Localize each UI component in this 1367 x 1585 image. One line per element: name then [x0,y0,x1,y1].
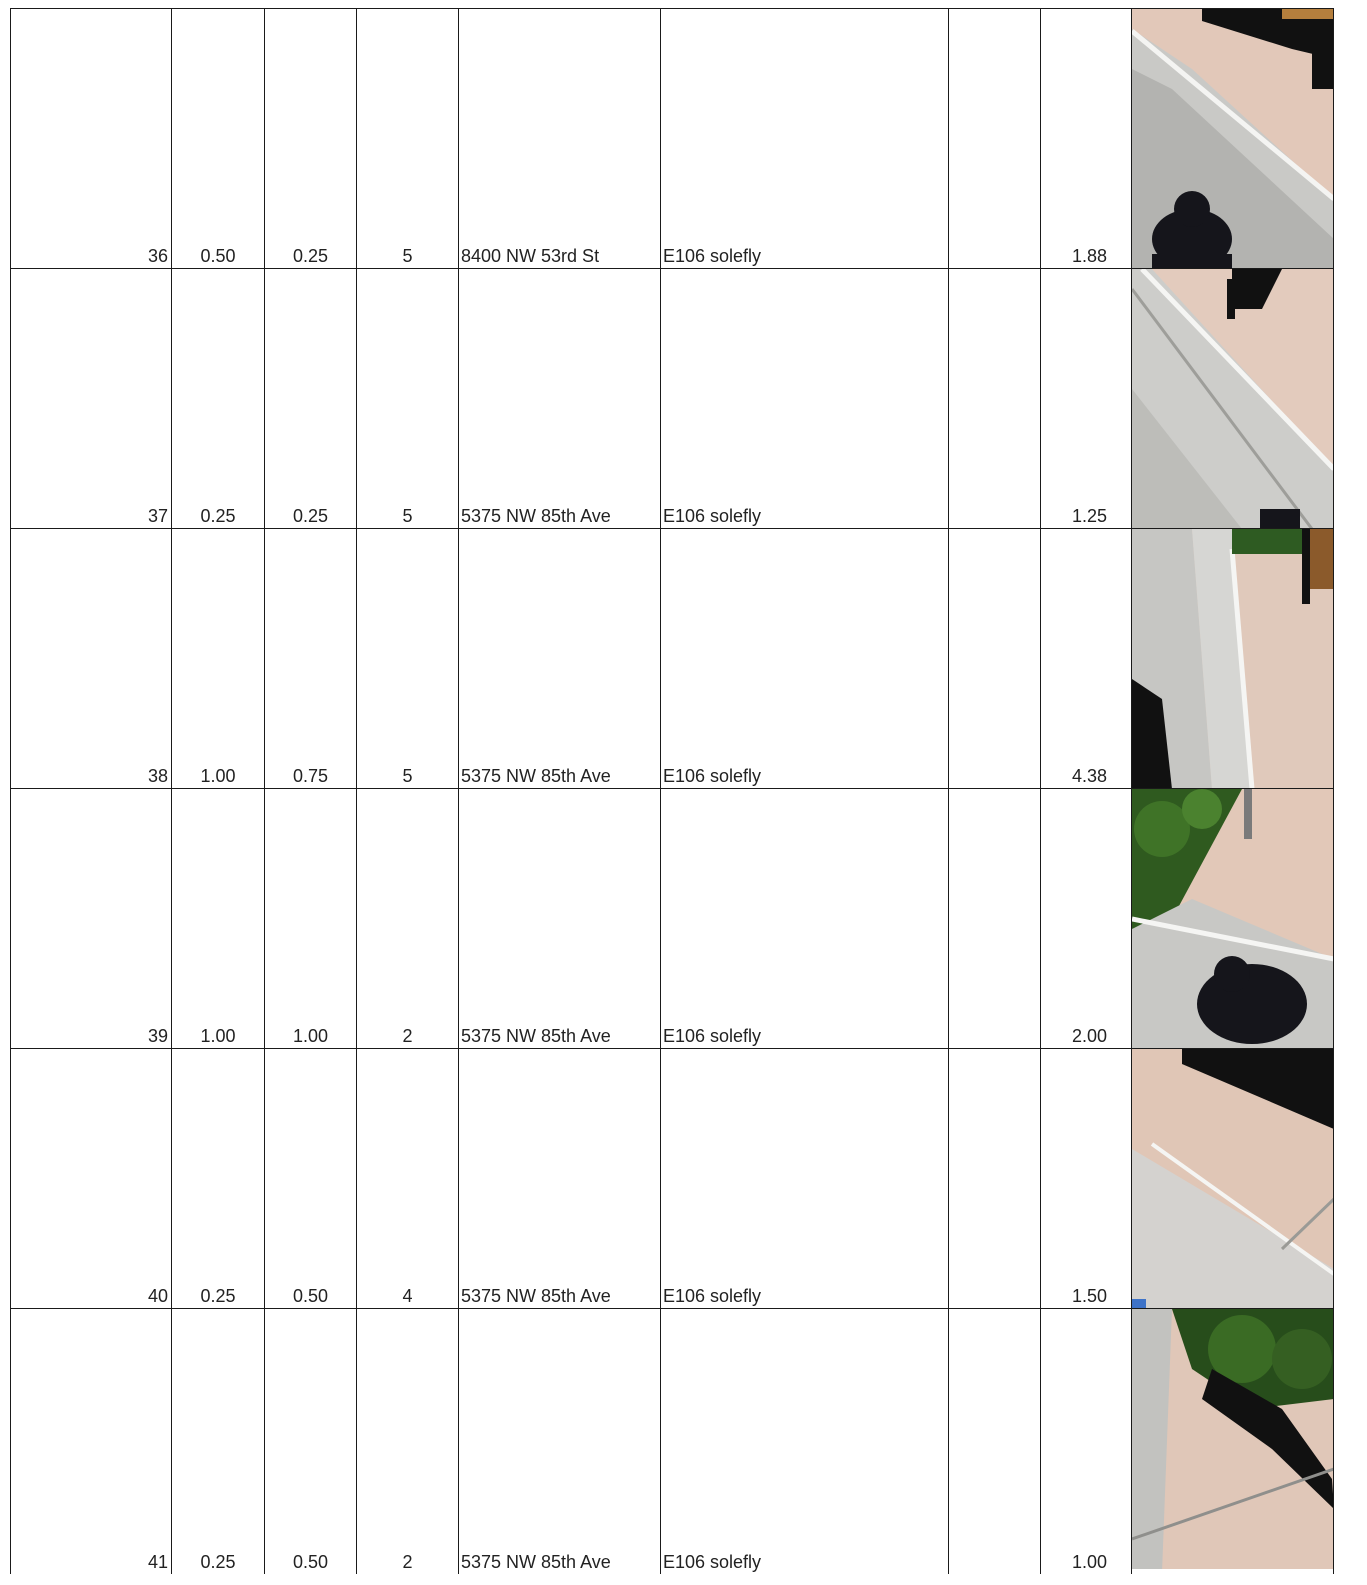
cell-total[interactable]: 1.88 [1041,9,1132,269]
cell-id[interactable]: 39 [11,789,172,1049]
cell-note[interactable]: E106 solefly [661,1309,949,1575]
cell-blank[interactable] [949,9,1041,269]
cell-photo[interactable] [1132,529,1334,789]
cell-c2[interactable]: 0.50 [265,1309,357,1575]
cell-address[interactable]: 5375 NW 85th Ave [459,789,661,1049]
cell-blank[interactable] [949,529,1041,789]
sidewalk-curb-photo [1132,269,1334,529]
cell-blank[interactable] [949,269,1041,529]
cell-id[interactable]: 41 [11,1309,172,1575]
cell-photo[interactable] [1132,269,1334,529]
cell-id[interactable]: 36 [11,9,172,269]
cell-photo[interactable] [1132,1309,1334,1575]
spreadsheet-table [10,8,1352,1574]
cell-address[interactable]: 5375 NW 85th Ave [459,1049,661,1309]
cell-id[interactable]: 37 [11,269,172,529]
table-row[interactable] [11,529,1352,789]
cell-address[interactable]: 8400 NW 53rd St [459,9,661,269]
cell-c1[interactable]: 1.00 [172,529,265,789]
cell-c3[interactable]: 2 [357,789,459,1049]
cell-total[interactable]: 4.38 [1041,529,1132,789]
sidewalk-hedge-photo [1132,1309,1334,1569]
cell-blank[interactable] [949,1309,1041,1575]
cell-id[interactable]: 38 [11,529,172,789]
table-row[interactable] [11,789,1352,1049]
sidewalk-curb-photo [1132,9,1334,269]
cell-photo[interactable] [1132,789,1334,1049]
cell-address[interactable]: 5375 NW 85th Ave [459,529,661,789]
sidewalk-crack-photo [1132,1049,1334,1309]
cell-address[interactable]: 5375 NW 85th Ave [459,269,661,529]
cell-c1[interactable]: 1.00 [172,789,265,1049]
sidewalk-hedge-photo [1132,789,1334,1049]
cell-note[interactable]: E106 solefly [661,9,949,269]
table-row[interactable] [11,9,1352,269]
cell-c2[interactable]: 0.25 [265,9,357,269]
sidewalk-curb-photo [1132,529,1334,789]
cell-total[interactable]: 1.50 [1041,1049,1132,1309]
table-row[interactable] [11,1049,1352,1309]
table-row[interactable] [11,1309,1352,1575]
cell-id[interactable]: 40 [11,1049,172,1309]
cell-total[interactable]: 1.25 [1041,269,1132,529]
cell-note[interactable]: E106 solefly [661,1049,949,1309]
cell-c3[interactable]: 5 [357,529,459,789]
cell-c3[interactable]: 5 [357,269,459,529]
cell-c2[interactable]: 0.75 [265,529,357,789]
cell-note[interactable]: E106 solefly [661,789,949,1049]
cell-c1[interactable]: 0.25 [172,1049,265,1309]
cell-note[interactable]: E106 solefly [661,529,949,789]
cell-blank[interactable] [949,789,1041,1049]
cell-c2[interactable]: 0.50 [265,1049,357,1309]
cell-c1[interactable]: 0.25 [172,1309,265,1575]
cell-c2[interactable]: 1.00 [265,789,357,1049]
cell-blank[interactable] [949,1049,1041,1309]
cell-c3[interactable]: 4 [357,1049,459,1309]
cell-c1[interactable]: 0.25 [172,269,265,529]
cell-note[interactable]: E106 solefly [661,269,949,529]
cell-c3[interactable]: 5 [357,9,459,269]
table-row[interactable] [11,269,1352,529]
cell-total[interactable]: 2.00 [1041,789,1132,1049]
cell-photo[interactable] [1132,9,1334,269]
cell-c2[interactable]: 0.25 [265,269,357,529]
cell-c3[interactable]: 2 [357,1309,459,1575]
cell-photo[interactable] [1132,1049,1334,1309]
cell-address[interactable]: 5375 NW 85th Ave [459,1309,661,1575]
cell-c1[interactable]: 0.50 [172,9,265,269]
cell-total[interactable]: 1.00 [1041,1309,1132,1575]
